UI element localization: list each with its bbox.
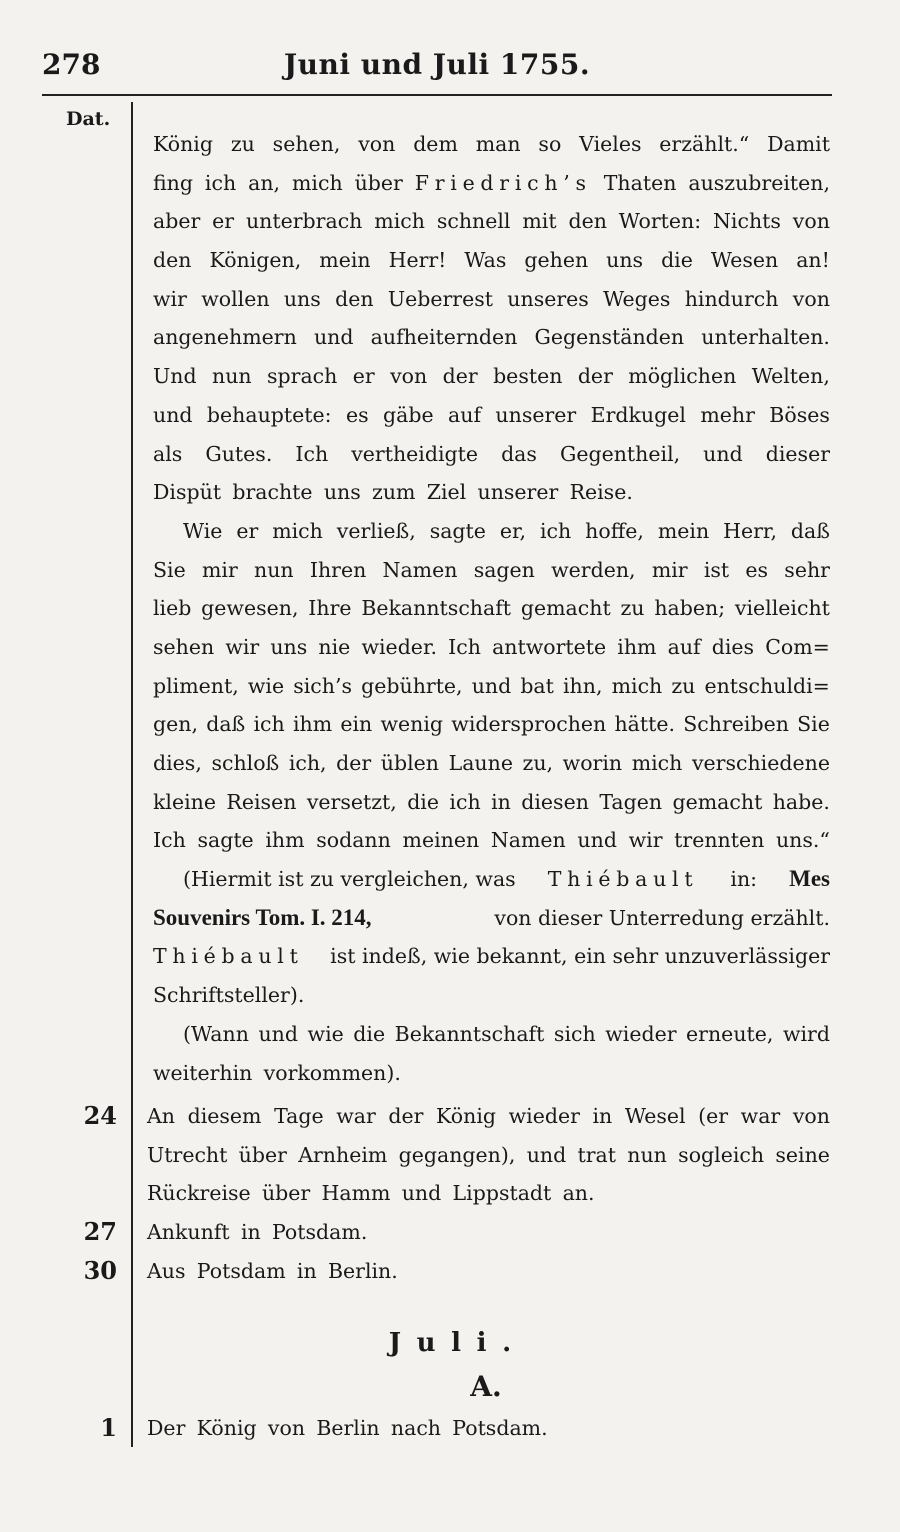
word: Königen, xyxy=(209,248,302,273)
text-line xyxy=(153,1015,830,1054)
word: wir xyxy=(225,634,260,659)
date-column-label: Dat. xyxy=(66,108,111,130)
text-segment: (Hiermit ist zu vergleichen, was xyxy=(183,867,516,892)
word: Ihre xyxy=(308,596,352,621)
word: gebührte, xyxy=(361,673,463,698)
word: Erdkugel xyxy=(590,402,686,427)
word: diesen xyxy=(521,789,589,814)
text-line xyxy=(153,435,830,474)
word: nach xyxy=(390,1416,441,1440)
word: wollen xyxy=(201,286,270,311)
word: sehen, xyxy=(272,132,341,156)
word: Potsdam. xyxy=(452,1416,548,1440)
word: nun xyxy=(627,1142,667,1167)
author-name: Thiébault xyxy=(547,867,699,892)
word: Gegenständen xyxy=(534,325,685,350)
word: trennten xyxy=(674,828,765,853)
word: unseres xyxy=(507,286,589,311)
word: mit xyxy=(522,209,557,234)
word: Tagen xyxy=(599,789,663,814)
word: das xyxy=(501,441,537,466)
word: und xyxy=(577,828,617,853)
word: meinen xyxy=(402,828,480,853)
text-line xyxy=(153,860,830,899)
word: Schreiben xyxy=(683,712,789,737)
word: auf xyxy=(667,634,701,659)
word: sich’s xyxy=(293,673,353,698)
word: von xyxy=(358,132,396,156)
word: schnell xyxy=(436,209,511,234)
word: in xyxy=(491,789,511,814)
word: wieder xyxy=(508,1104,580,1128)
word: wieder xyxy=(605,1021,677,1046)
word: von xyxy=(792,286,830,311)
word: und xyxy=(313,325,354,350)
word: verschiedene xyxy=(691,751,830,775)
word: Arnheim xyxy=(298,1142,388,1167)
word: Dispüt xyxy=(153,480,222,505)
word: König xyxy=(153,132,213,156)
word: gäbe xyxy=(383,402,434,427)
word: in xyxy=(240,1220,261,1244)
entry-day: 1 xyxy=(100,1413,117,1442)
text-segment: in: xyxy=(730,867,758,892)
word: König xyxy=(436,1104,497,1128)
word: ich xyxy=(539,518,572,543)
word: An xyxy=(147,1104,176,1128)
month-heading: Juli. xyxy=(388,1328,527,1358)
date-entry-continuation xyxy=(0,1174,900,1213)
word: Ich xyxy=(448,634,481,659)
word: über xyxy=(354,170,403,195)
word: Hamm xyxy=(321,1181,391,1206)
word: sprach xyxy=(267,364,338,389)
word: Reise. xyxy=(569,480,633,505)
word: dieser xyxy=(765,441,830,466)
entry-line xyxy=(147,1174,830,1213)
word: Schriftsteller). xyxy=(153,983,305,1008)
word: sagte xyxy=(429,518,486,543)
text-line xyxy=(153,357,830,396)
word: und xyxy=(471,673,512,698)
date-entry xyxy=(0,1252,900,1291)
word: Nichts xyxy=(712,209,781,234)
word: trat xyxy=(577,1142,616,1167)
word: haben; xyxy=(654,596,726,621)
word: ich xyxy=(449,789,481,814)
word: fing xyxy=(153,170,193,195)
word: uns xyxy=(323,480,361,505)
word: Thaten xyxy=(603,170,677,195)
text-line xyxy=(153,667,830,706)
word: zu xyxy=(671,673,696,698)
page-header xyxy=(42,48,832,88)
word: Ziel xyxy=(426,480,467,505)
book-title: Souvenirs Tom. I. 214, xyxy=(153,904,372,930)
word: in xyxy=(296,1258,317,1283)
word: war xyxy=(740,1104,781,1128)
text-line xyxy=(153,705,830,744)
word: Bekanntschaft xyxy=(394,1021,545,1046)
word: Potsdam xyxy=(196,1258,286,1283)
word: ich, xyxy=(288,751,327,775)
word: Sie xyxy=(797,712,830,737)
text-line xyxy=(153,976,830,1015)
word: Ihren xyxy=(309,557,367,582)
word: Was xyxy=(464,248,507,273)
word: gemacht xyxy=(672,789,763,814)
word: antwortete xyxy=(492,634,607,659)
word: Namen xyxy=(382,557,458,582)
word: vertheidigte xyxy=(351,441,479,466)
word: dem xyxy=(413,132,458,156)
word: bat xyxy=(520,673,554,698)
word: gewesen, xyxy=(201,596,299,621)
entry-line xyxy=(147,1213,830,1252)
word: an! xyxy=(796,248,830,273)
word: aber xyxy=(153,209,201,234)
word: und xyxy=(258,1021,298,1046)
word: wieder. xyxy=(361,634,438,659)
word: und xyxy=(401,1181,442,1206)
date-entry xyxy=(0,1213,900,1252)
word: Ich xyxy=(153,828,186,853)
entry-day: 27 xyxy=(83,1217,117,1246)
word: diesem xyxy=(187,1104,262,1128)
entry-day: 24 xyxy=(83,1101,117,1130)
word: Lippstadt xyxy=(452,1181,552,1206)
word: in xyxy=(592,1104,613,1128)
word: man xyxy=(475,132,521,156)
word: vielleicht xyxy=(734,596,830,621)
word: daß xyxy=(790,518,830,543)
word: von xyxy=(792,209,830,234)
text-line xyxy=(153,821,830,860)
word: weiterhin xyxy=(153,1060,253,1085)
word: er xyxy=(236,518,259,543)
word: Aus xyxy=(147,1258,186,1283)
word: zu xyxy=(620,596,645,621)
word: Ich xyxy=(295,441,329,466)
date-entry xyxy=(0,1097,900,1136)
word: unterhalten. xyxy=(701,325,830,350)
word: habe. xyxy=(772,789,830,814)
word: besten xyxy=(493,364,563,389)
word: ich xyxy=(253,712,285,737)
word: mich xyxy=(374,209,425,234)
word: sehen xyxy=(153,634,215,659)
text-line xyxy=(153,551,830,590)
word: Reisen xyxy=(226,789,297,814)
word: uns xyxy=(270,634,308,659)
word: über xyxy=(261,1181,311,1206)
word: ihm xyxy=(617,634,657,659)
word: über xyxy=(238,1142,287,1167)
word: und xyxy=(153,402,193,427)
word: von xyxy=(390,364,428,389)
entry-line xyxy=(147,1409,830,1448)
word: er, xyxy=(499,518,527,543)
word: mich xyxy=(631,751,683,775)
word: erzählt.“ xyxy=(659,132,750,156)
text-line xyxy=(153,125,830,164)
date-entry xyxy=(0,1409,900,1448)
word: kleine xyxy=(153,789,217,814)
word: erneute, xyxy=(686,1021,774,1046)
word: (Wann xyxy=(183,1021,249,1046)
word: unserer xyxy=(495,402,577,427)
word: lieb xyxy=(153,596,192,621)
word: wenig xyxy=(380,712,444,737)
word: sagte xyxy=(197,828,254,853)
word: Wie xyxy=(183,518,223,543)
word: und xyxy=(703,441,743,466)
word: Herr! xyxy=(388,248,447,273)
text-line xyxy=(153,396,830,435)
word: es xyxy=(745,557,769,582)
word: Damit xyxy=(767,132,830,156)
word: Worten: xyxy=(618,209,702,234)
word: Berlin xyxy=(316,1416,380,1440)
word: König xyxy=(196,1416,257,1440)
word: ist xyxy=(703,557,730,582)
word: als xyxy=(153,441,183,466)
word: wir xyxy=(153,286,187,311)
word: Und xyxy=(153,364,197,389)
word: Sie xyxy=(153,557,186,582)
entry-day: 30 xyxy=(83,1255,117,1285)
word: angenehmern xyxy=(153,325,297,350)
word: Potsdam. xyxy=(271,1220,368,1244)
word: Wesen xyxy=(710,248,779,273)
word: hindurch xyxy=(684,286,779,311)
date-entry-continuation xyxy=(0,1136,900,1175)
word: mir xyxy=(651,557,688,582)
word: Ueberrest xyxy=(387,286,493,311)
word: brachte xyxy=(232,480,313,505)
word: Com= xyxy=(765,634,830,659)
word: Wesel xyxy=(624,1104,686,1128)
word: Welten, xyxy=(751,364,830,389)
word: üblen xyxy=(380,751,440,775)
word: verließ, xyxy=(336,518,416,543)
word: worin xyxy=(562,751,623,775)
word: den xyxy=(568,209,607,234)
word: die xyxy=(661,248,693,273)
word: uns xyxy=(283,286,321,311)
text-line xyxy=(153,783,830,822)
word: Gutes. xyxy=(205,441,273,466)
word: sagen xyxy=(473,557,535,582)
text-line xyxy=(153,318,830,357)
text-line xyxy=(153,241,830,280)
word: mir xyxy=(201,557,238,582)
word: dies xyxy=(711,634,755,659)
word: schloß xyxy=(211,751,280,775)
page-number: 278 xyxy=(42,48,101,81)
word: den xyxy=(153,248,192,273)
word: Tage xyxy=(274,1104,324,1128)
word: wir xyxy=(628,828,663,853)
word: von xyxy=(792,1104,830,1128)
word: die xyxy=(407,789,439,814)
word: (er xyxy=(698,1104,729,1128)
word: zu xyxy=(230,132,255,156)
word: der xyxy=(577,364,613,389)
word: Vieles xyxy=(579,132,642,156)
word: gegangen), xyxy=(398,1142,516,1167)
word: Gegentheil, xyxy=(559,441,681,466)
word: entschuldi= xyxy=(704,673,830,698)
word: daß xyxy=(206,712,246,737)
word: widersprochen xyxy=(451,712,607,737)
word: an. xyxy=(562,1181,595,1206)
word: unserer xyxy=(477,480,559,505)
word: gen, xyxy=(153,712,198,737)
text-line xyxy=(153,937,830,976)
word: und xyxy=(526,1142,567,1167)
word: wie xyxy=(247,673,285,698)
word: ihm xyxy=(292,712,333,737)
body-text xyxy=(153,125,830,1092)
word: ihm xyxy=(265,828,305,853)
word: mein xyxy=(319,248,371,273)
word: die xyxy=(353,1021,386,1046)
word: von xyxy=(267,1416,306,1440)
word: ein xyxy=(340,712,373,737)
word: mich xyxy=(291,170,343,195)
word: zum xyxy=(372,480,416,505)
word: mich xyxy=(611,673,663,698)
word: dies, xyxy=(153,751,202,775)
word: Utrecht xyxy=(147,1142,228,1167)
word: hätte. xyxy=(614,712,676,737)
text-line xyxy=(153,589,830,628)
word: der xyxy=(442,364,478,389)
word: behauptete: xyxy=(206,402,332,427)
text-line xyxy=(153,280,830,319)
word: mehr xyxy=(700,402,755,427)
text-line xyxy=(153,202,830,241)
text-line xyxy=(153,628,830,667)
author-name: Thiébault xyxy=(153,944,304,969)
word: Weges xyxy=(603,286,671,311)
word: mich xyxy=(272,518,323,543)
word: Rückreise xyxy=(147,1181,251,1206)
header-rule xyxy=(42,94,832,96)
word: vorkommen). xyxy=(263,1060,401,1085)
word: wie xyxy=(307,1021,344,1046)
text-line xyxy=(153,1054,830,1093)
word: Ankunft xyxy=(147,1220,230,1244)
word: ihn, xyxy=(563,673,603,698)
word: uns.“ xyxy=(775,828,830,853)
text-line xyxy=(153,512,830,551)
word: möglichen xyxy=(628,364,737,389)
word: seine xyxy=(775,1142,830,1167)
word: Herr, xyxy=(723,518,777,543)
word: nun xyxy=(212,364,252,389)
text-line xyxy=(153,473,830,512)
word: zu, xyxy=(522,751,554,775)
word: pliment, xyxy=(153,673,239,698)
word: werden, xyxy=(551,557,636,582)
word: sich xyxy=(553,1021,596,1046)
text-segment: ist indeß, wie bekannt, ein sehr unzuverlässiger xyxy=(330,944,830,969)
text-segment: von dieser Unterredung erzählt. xyxy=(494,905,830,930)
book-title: Mes xyxy=(789,866,830,892)
word: Bekanntschaft xyxy=(361,596,512,621)
word: nun xyxy=(254,557,294,582)
word: aufheiternden xyxy=(370,325,518,350)
word: an, xyxy=(248,170,281,195)
word: Friedrich’s xyxy=(414,170,592,195)
word: so xyxy=(538,132,562,156)
word: Namen xyxy=(490,828,566,853)
word: ich xyxy=(204,170,237,195)
word: sodann xyxy=(316,828,391,853)
word: nie xyxy=(318,634,351,659)
word: auszubreiten, xyxy=(688,170,830,195)
word: sogleich xyxy=(678,1142,765,1167)
word: gehen xyxy=(524,248,589,273)
entry-line xyxy=(147,1097,830,1136)
text-line xyxy=(153,164,830,203)
word: sehr xyxy=(784,557,830,582)
word: es xyxy=(345,402,369,427)
word: Berlin. xyxy=(327,1258,398,1283)
word: er xyxy=(352,364,375,389)
word: den xyxy=(335,286,374,311)
word: unterbrach xyxy=(245,209,363,234)
word: der xyxy=(336,751,372,775)
word: Der xyxy=(147,1416,186,1440)
word: er xyxy=(212,209,235,234)
entry-line xyxy=(147,1136,830,1175)
word: uns xyxy=(606,248,644,273)
text-line xyxy=(153,899,830,938)
word: war xyxy=(336,1104,376,1128)
entry-line xyxy=(147,1252,830,1291)
word: der xyxy=(388,1104,424,1128)
text-line xyxy=(153,744,830,783)
word: versetzt, xyxy=(306,789,397,814)
section-letter: A. xyxy=(470,1370,502,1403)
word: hoffe, xyxy=(585,518,644,543)
word: Laune xyxy=(448,751,513,775)
word: wird xyxy=(782,1021,830,1046)
word: auf xyxy=(448,402,482,427)
word: mein xyxy=(657,518,710,543)
word: Böses xyxy=(769,402,830,427)
word: gemacht xyxy=(520,596,611,621)
running-head: Juni und Juli 1755. xyxy=(283,48,591,81)
